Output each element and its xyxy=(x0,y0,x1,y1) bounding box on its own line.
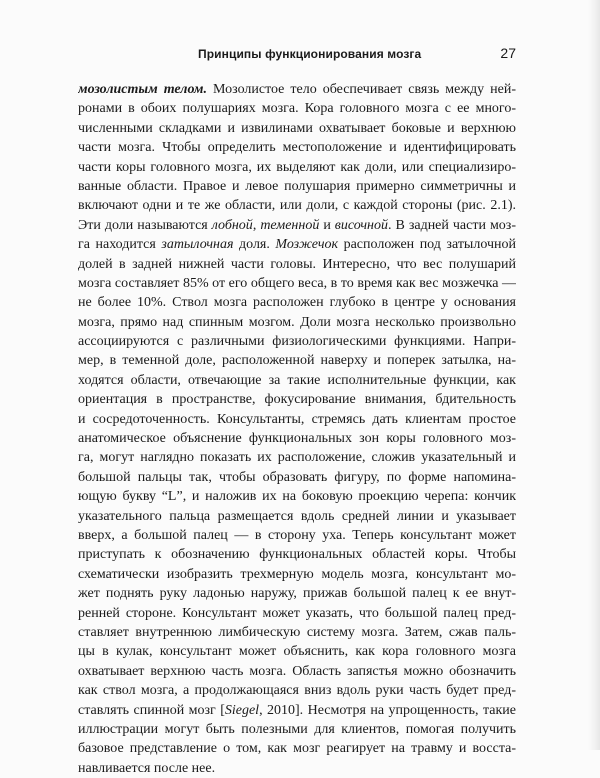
text-run: Мозолистое тело обеспечивает связь между ней- xyxy=(207,82,516,97)
text-line xyxy=(78,642,516,661)
text-line xyxy=(78,235,516,254)
text-run: га, могут наглядно показать их расположение, сложив указательный и xyxy=(78,450,516,466)
text-line xyxy=(78,662,516,681)
page-number: 27 xyxy=(500,45,516,61)
text-run: мер, в теменной доле, расположенной наверху и поперек затылка, на- xyxy=(78,353,516,369)
text-line xyxy=(78,681,516,700)
text-run: доля. xyxy=(233,237,276,253)
text-run: ренней стороне. Консультант может указать, что большой палец пред- xyxy=(78,605,516,621)
text-line xyxy=(78,158,516,177)
text-run: иллюстрации могут быть полезными для клиентов, помогая получить xyxy=(78,721,516,737)
text-line xyxy=(78,623,516,642)
text-line xyxy=(78,410,516,429)
text-run: , 2010]. Несмотря на упрощенность, такие xyxy=(259,702,516,718)
body-paragraph xyxy=(78,80,516,778)
text-run: навливается после нее. xyxy=(78,760,216,776)
text-run: ориентация в пространстве, фокусирование внимания, бдительность xyxy=(78,392,516,408)
text-run: схематически изобразить трехмерную модель мозга, консультант мо- xyxy=(78,566,516,582)
text-run: ставляет внутреннюю лимбическую систему мозга. Затем, сжав паль- xyxy=(78,624,516,640)
text-line xyxy=(78,119,516,138)
page-header xyxy=(78,47,516,67)
text-line xyxy=(78,759,516,778)
text-run: мозга составляет 85% от его общего веса, в то время как вес мозжечка — xyxy=(78,275,516,291)
text-line xyxy=(78,371,516,390)
text-run: жет поднять руку ладонью наружу, прижав большой палец к ее внут- xyxy=(78,586,516,602)
text-run: анатомическое объяснение функциональных зон коры головного моз- xyxy=(78,431,516,447)
text-run: мозга, прямо над спинным мозгом. Доли мозга несколько произвольно xyxy=(78,314,516,330)
text-run: и xyxy=(319,217,335,233)
text-run: базовое представление о том, как мозг реагирует на травму и восста- xyxy=(78,741,516,757)
text-run: , xyxy=(252,217,261,233)
emphasized-term: теменной xyxy=(260,217,320,233)
text-run: ассоциируются с различными физиологическими функциями. Напри- xyxy=(78,334,516,350)
text-run: части мозга. Чтобы определить местоположение и идентифицировать xyxy=(78,140,516,156)
text-run: расположен под затылочной xyxy=(338,237,516,253)
emphasized-term: Мозжечок xyxy=(275,237,339,253)
text-run: ванные области. Правое и левое полушария примерно симметричны и xyxy=(78,178,516,194)
text-run: ставлять спинной мозг [ xyxy=(78,702,225,718)
text-line xyxy=(78,526,516,545)
text-line xyxy=(78,507,516,526)
text-run: большой пальцы так, чтобы образовать фигуру, по форме напомина- xyxy=(78,469,516,485)
text-run: и сосредоточенность. Консультанты, стремясь дать клиентам простое xyxy=(78,411,516,427)
emphasized-term: височной xyxy=(334,217,389,233)
text-run: указательного пальца размещается вдоль средней линии и указывает xyxy=(78,508,516,524)
text-line xyxy=(78,390,516,409)
text-run: не более 10%. Ствол мозга расположен глубоко в центре у основания xyxy=(78,295,516,311)
text-run: цы в кулак, консультант может объяснить, как кора головного мозга xyxy=(78,644,516,660)
text-line xyxy=(78,429,516,448)
text-run: . В задней части моз- xyxy=(388,217,516,233)
text-run: ющую букву “L”, и наложив их на боковую проекцию черепа: кончик xyxy=(78,489,516,505)
text-line xyxy=(78,545,516,564)
text-line xyxy=(78,604,516,623)
emphasized-term: мозолистым телом. xyxy=(78,82,208,97)
text-line xyxy=(78,468,516,487)
text-line xyxy=(78,313,516,332)
text-run: га находится xyxy=(78,237,162,253)
text-run: вверх, а большой палец — в сторону уха. Теперь консультант может xyxy=(78,527,516,543)
text-run: включают одни и те же области, или доли, с каждой стороны (рис. 2.1). xyxy=(78,198,516,214)
text-line xyxy=(78,584,516,603)
emphasized-term: Siegel xyxy=(224,702,260,718)
text-run: охватывает верхнюю часть мозга. Область запястья можно обозначить xyxy=(78,663,516,679)
text-run: как ствол мозга, а продолжающаяся вниз вдоль руки часть будет пред- xyxy=(78,683,516,699)
text-run: ходятся области, отвечающие за такие исполнительные функции, как xyxy=(78,372,516,388)
text-run: численными складками и извилинами охватывает боковые и верхнюю xyxy=(78,120,516,136)
text-line xyxy=(78,80,516,99)
text-run: ронами в обоих полушариях мозга. Кора головного мозга с ее много- xyxy=(78,101,516,117)
emphasized-term: лобной xyxy=(211,217,253,233)
text-line xyxy=(78,448,516,467)
text-line xyxy=(78,565,516,584)
text-line xyxy=(78,293,516,312)
text-run: долей в задней нижней части головы. Интересно, что вес полушарий xyxy=(78,256,516,272)
text-line xyxy=(78,351,516,370)
text-run: приступать к обозначению функциональных областей коры. Чтобы xyxy=(78,547,516,563)
running-title: Принципы функционирования мозга xyxy=(198,47,422,61)
text-run: части коры головного мозга, их выделяют как доли, или специализиро- xyxy=(78,159,516,175)
page-binding-shadow xyxy=(588,0,600,750)
text-line xyxy=(78,255,516,274)
text-line xyxy=(78,216,516,235)
text-line xyxy=(78,720,516,739)
text-line xyxy=(78,701,516,720)
text-line xyxy=(78,739,516,758)
text-line xyxy=(78,487,516,506)
emphasized-term: затылочная xyxy=(161,237,234,253)
text-line xyxy=(78,138,516,157)
text-line xyxy=(78,274,516,293)
text-line xyxy=(78,99,516,118)
text-run: Эти доли называются xyxy=(78,217,212,233)
text-line xyxy=(78,332,516,351)
text-line xyxy=(78,177,516,196)
text-line xyxy=(78,196,516,215)
